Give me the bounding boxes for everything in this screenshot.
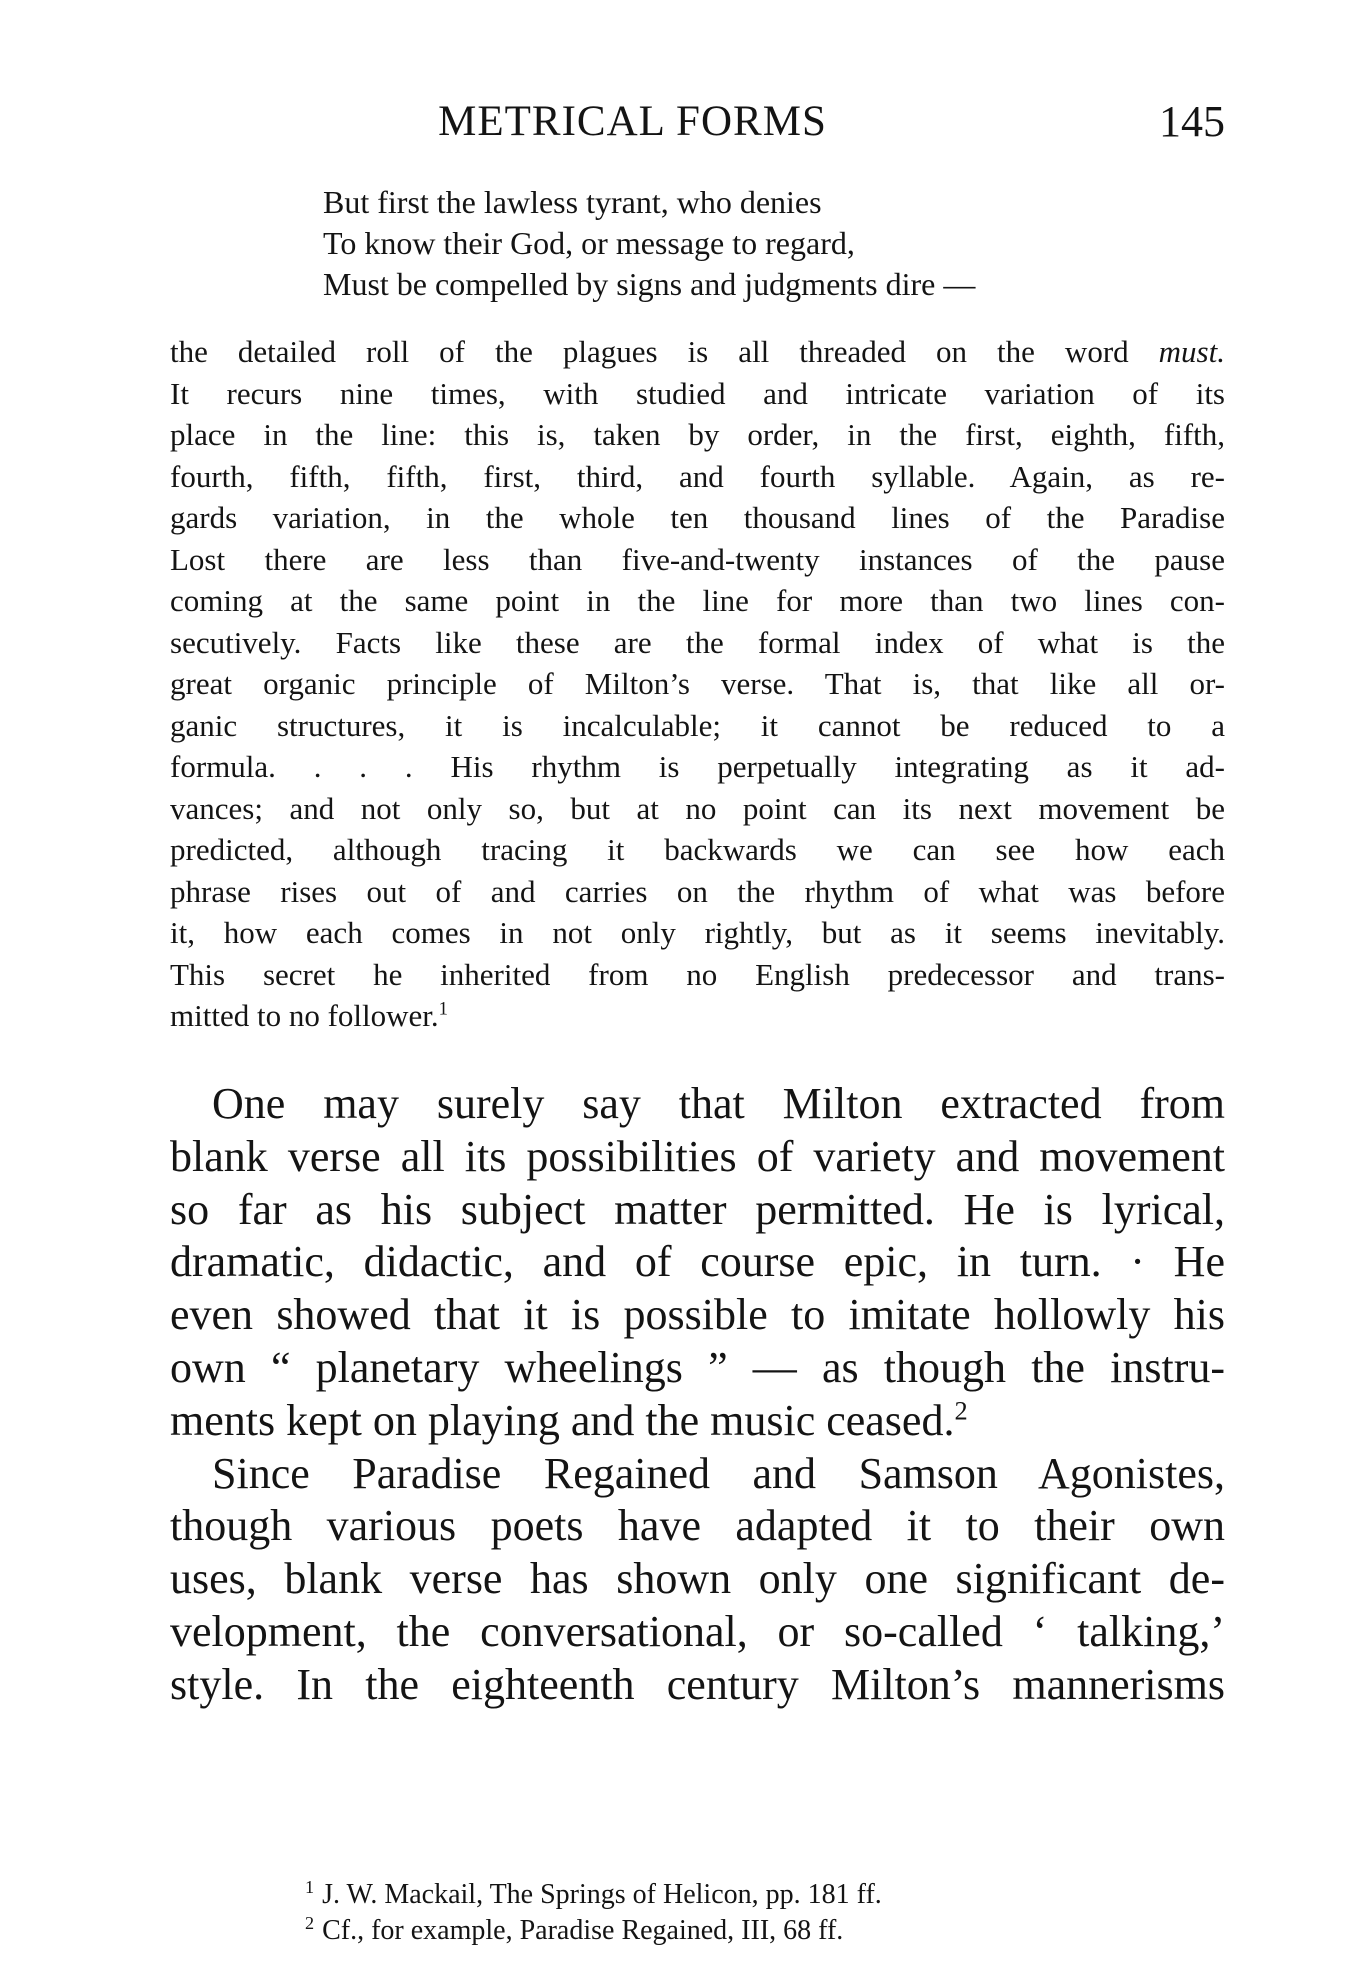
footnote-mark: 2 (305, 1912, 315, 1933)
footnote-ref: 2 (954, 1395, 968, 1426)
footnote (305, 1913, 882, 1949)
quote-line: coming at the same point in the line for more than two lines con- (170, 583, 1225, 618)
verse-line: But first the lawless tyrant, who denies (323, 184, 822, 220)
quote-line: gards variation, in the whole ten thousand lines of the Paradise (170, 500, 1225, 535)
body-line: Since Paradise Regained and Samson Agonistes, (212, 1448, 1225, 1498)
quote-line: formula. . . . His rhythm is perpetually integrating as it ad- (170, 749, 1225, 784)
quote-line: predicted, although tracing it backwards we can see how each (170, 832, 1225, 867)
verse-line: To know their God, or message to regard, (323, 225, 855, 261)
page-number: 145 (1159, 97, 1225, 146)
body-line: so far as his subject matter permitted. He is lyrical, (170, 1184, 1225, 1234)
body-line: own “ planetary wheelings ” — as though the instru- (170, 1342, 1225, 1392)
body-line: even showed that it is possible to imitate hollowly his (170, 1290, 1225, 1340)
quote-line: ganic structures, it is incalculable; it cannot be reduced to a (170, 707, 1225, 743)
quote-line: great organic principle of Milton’s verse. That is, that like all or- (170, 666, 1225, 701)
body-text (170, 1078, 1225, 1712)
body-line: One may surely say that Milton extracted from (212, 1079, 1225, 1128)
footnote-ref: 1 (438, 998, 448, 1020)
quote-line: place in the line: this is, taken by order, in the first, eighth, fifth, (170, 417, 1225, 452)
verse-line: Must be compelled by signs and judgments dire — (323, 266, 976, 302)
body-line: ments kept on playing and the music ceased.$^2$ (170, 1395, 968, 1445)
footnotes (305, 1877, 882, 1949)
quote-line: phrase rises out of and carries on the rhythm of what was before (170, 873, 1225, 909)
verse-quotation (323, 182, 975, 305)
block-quotation (170, 331, 1225, 1037)
quote-line: It recurs nine times, with studied and intricate variation of its (170, 375, 1225, 411)
quote-line: fourth, fifth, fifth, first, third, and fourth syllable. Again, as re- (170, 458, 1225, 494)
body-line: velopment, the conversational, or so-called ‘ talking,’ (170, 1606, 1225, 1656)
quote-line: it, how each comes in not only rightly, but as it seems inevitably. (170, 915, 1225, 950)
quote-line: Lost there are less than five-and-twenty instances of the pause (170, 541, 1225, 577)
quote-line: vances; and not only so, but at no point can its next movement be (170, 790, 1225, 826)
footnote-mark: 1 (305, 1876, 315, 1897)
body-line: style. In the eighteenth century Milton’s mannerisms (170, 1659, 1225, 1709)
quote-line: the detailed roll of the plagues is all threaded on the word must. (170, 334, 1225, 369)
body-line: dramatic, didactic, and of course epic, in turn. · He (170, 1237, 1225, 1287)
quote-line: This secret he inherited from no English predecessor and trans- (170, 956, 1225, 992)
quote-line: mitted to no follower.$^1$ (170, 998, 448, 1033)
running-head (170, 92, 1225, 152)
footnote (305, 1877, 882, 1913)
footnote-text: J. W. Mackail, The Springs of Helicon, pp. 181 ff. (322, 1879, 882, 1910)
footnote-text: Cf., for example, Paradise Regained, III, 68 ff. (322, 1915, 844, 1946)
body-line: uses, blank verse has shown only one significant de- (170, 1554, 1225, 1604)
body-line: though various poets have adapted it to their own (170, 1501, 1225, 1551)
emphasis-must: must. (1158, 334, 1225, 369)
quote-line: secutively. Facts like these are the formal index of what is the (170, 624, 1225, 660)
body-line: blank verse all its possibilities of variety and movement (170, 1131, 1225, 1181)
running-title: METRICAL FORMS (438, 98, 827, 145)
